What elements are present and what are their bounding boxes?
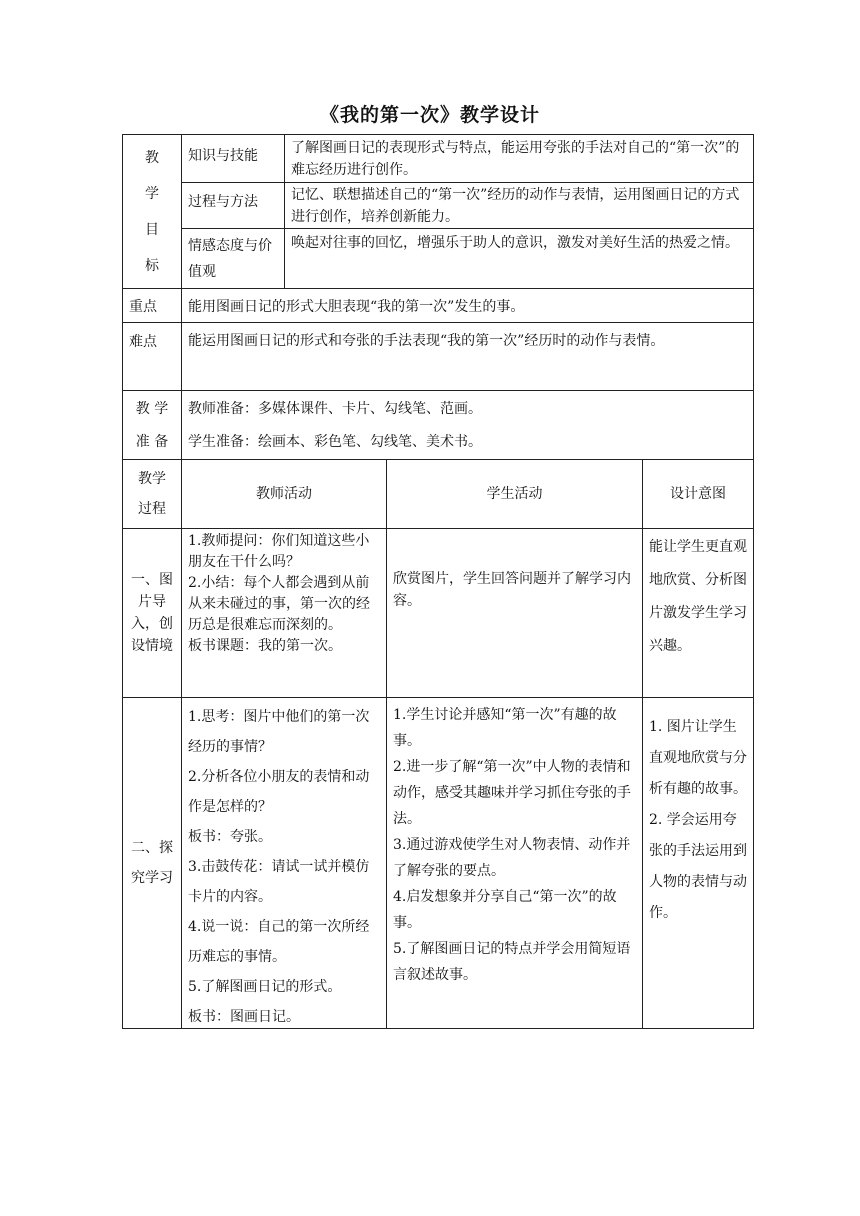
step-2-teacher-line: 4.说一说：自己的第一次所经历难忘的事情。 <box>188 919 370 965</box>
objective-label-emotion: 情感态度与价值观 <box>181 228 285 289</box>
step-1-design-intent <box>642 528 754 698</box>
difficulty-content: 能运用图画日记的形式和夸张的手法表现“我的第一次”经历时的动作与表情。 <box>181 322 754 391</box>
step-2-intent-line: 1. 图片让学生直观地欣赏与分析有趣的故事。 <box>649 719 747 797</box>
step-1-intent-line: 能让学生更直观地欣赏、分析图片激发学生学习兴趣。 <box>649 539 747 654</box>
step-2-teacher-line: 2.分析各位小朋友的表情和动作是怎样的？ <box>188 769 370 815</box>
objective-label-process: 过程与方法 <box>181 182 285 229</box>
step-1-name: 一、图片导入，创设情境 <box>122 528 182 698</box>
objective-content-emotion: 唤起对往事的回忆，增强乐于助人的意识，激发对美好生活的热爱之情。 <box>284 228 754 289</box>
teacher-preparation: 教师准备：多媒体课件、卡片、勾线笔、范画。 <box>188 401 482 417</box>
step-2-student-activity <box>386 697 643 1029</box>
step-2-teacher-line: 3.击鼓传花：请试一试并模仿卡片的内容。 <box>188 859 370 905</box>
key-point-content: 能用图画日记的形式大胆表现“我的第一次”发生的事。 <box>181 288 754 323</box>
step-2-student-line: 3.通过游戏使学生对人物表情、动作并了解夸张的要点。 <box>393 837 631 879</box>
step-1-teacher-activity <box>181 528 387 698</box>
step-2-name: 二、探究学习 <box>122 697 182 1029</box>
step-1-teacher-line: 2.小结：每个人都会遇到从前从来未碰过的事，第一次的经历总是很难忘而深刻的。 <box>188 575 370 633</box>
design-intent-header: 设计意图 <box>642 459 754 529</box>
step-2-student-line: 1.学生讨论并感知“第一次”有趣的故事。 <box>393 707 617 749</box>
step-1-teacher-line: 1.教师提问：你们知道这些小朋友在干什么吗？ <box>188 533 370 570</box>
step-1-student-line: 欣赏图片，学生回答问题并了解学习内容。 <box>393 571 631 609</box>
step-2-design-intent <box>642 697 754 1029</box>
step-1-student-activity <box>386 528 643 698</box>
objective-content-knowledge: 了解图画日记的表现形式与特点，能运用夸张的手法对自己的“第一次”的难忘经历进行创作。 <box>284 134 754 183</box>
step-2-student-line: 4.启发想象并分享自己“第一次”的故事。 <box>393 889 617 931</box>
objective-label-knowledge: 知识与技能 <box>181 134 285 183</box>
key-point-label: 重点 <box>122 288 182 323</box>
teacher-activity-header: 教师活动 <box>181 459 387 529</box>
preparation-label <box>122 390 182 460</box>
objectives-label-text: 教 学 目 标 <box>145 149 159 274</box>
preparation-label-line2: 准 备 <box>135 434 169 450</box>
step-2-student-line: 5.了解图画日记的特点并学会用简短语言叙述故事。 <box>393 941 631 983</box>
step-2-teacher-line: 1.思考：图片中他们的第一次经历的事情？ <box>188 709 370 755</box>
step-1-teacher-line: 板书课题：我的第一次。 <box>188 638 342 654</box>
step-2-teacher-line: 5.了解图画日记的形式。 <box>188 979 342 995</box>
step-2-intent-line: 2. 学会运用夸张的手法运用到人物的表情与动作。 <box>649 812 747 921</box>
preparation-content <box>181 390 754 460</box>
step-2-teacher-line: 板书：夸张。 <box>188 829 272 845</box>
step-2-student-line: 2.进一步了解“第一次”中人物的表情和动作，感受其趣味并学习抓住夸张的手法。 <box>393 759 631 827</box>
step-2-teacher-activity <box>181 697 387 1029</box>
document-title: 《我的第一次》教学设计 <box>319 104 540 126</box>
step-2-teacher-line: 板书：图画日记。 <box>188 1009 300 1025</box>
objectives-row-label <box>122 134 182 289</box>
student-preparation: 学生准备：绘画本、彩色笔、勾线笔、美术书。 <box>188 434 482 450</box>
student-activity-header: 学生活动 <box>386 459 643 529</box>
objective-content-process: 记忆、联想描述自己的“第一次”经历的动作与表情，运用图画日记的方式进行创作，培养创新能力。 <box>284 182 754 229</box>
preparation-label-line1: 教 学 <box>135 401 169 417</box>
difficulty-label: 难点 <box>122 322 182 391</box>
process-header-label: 教学过程 <box>122 459 182 529</box>
